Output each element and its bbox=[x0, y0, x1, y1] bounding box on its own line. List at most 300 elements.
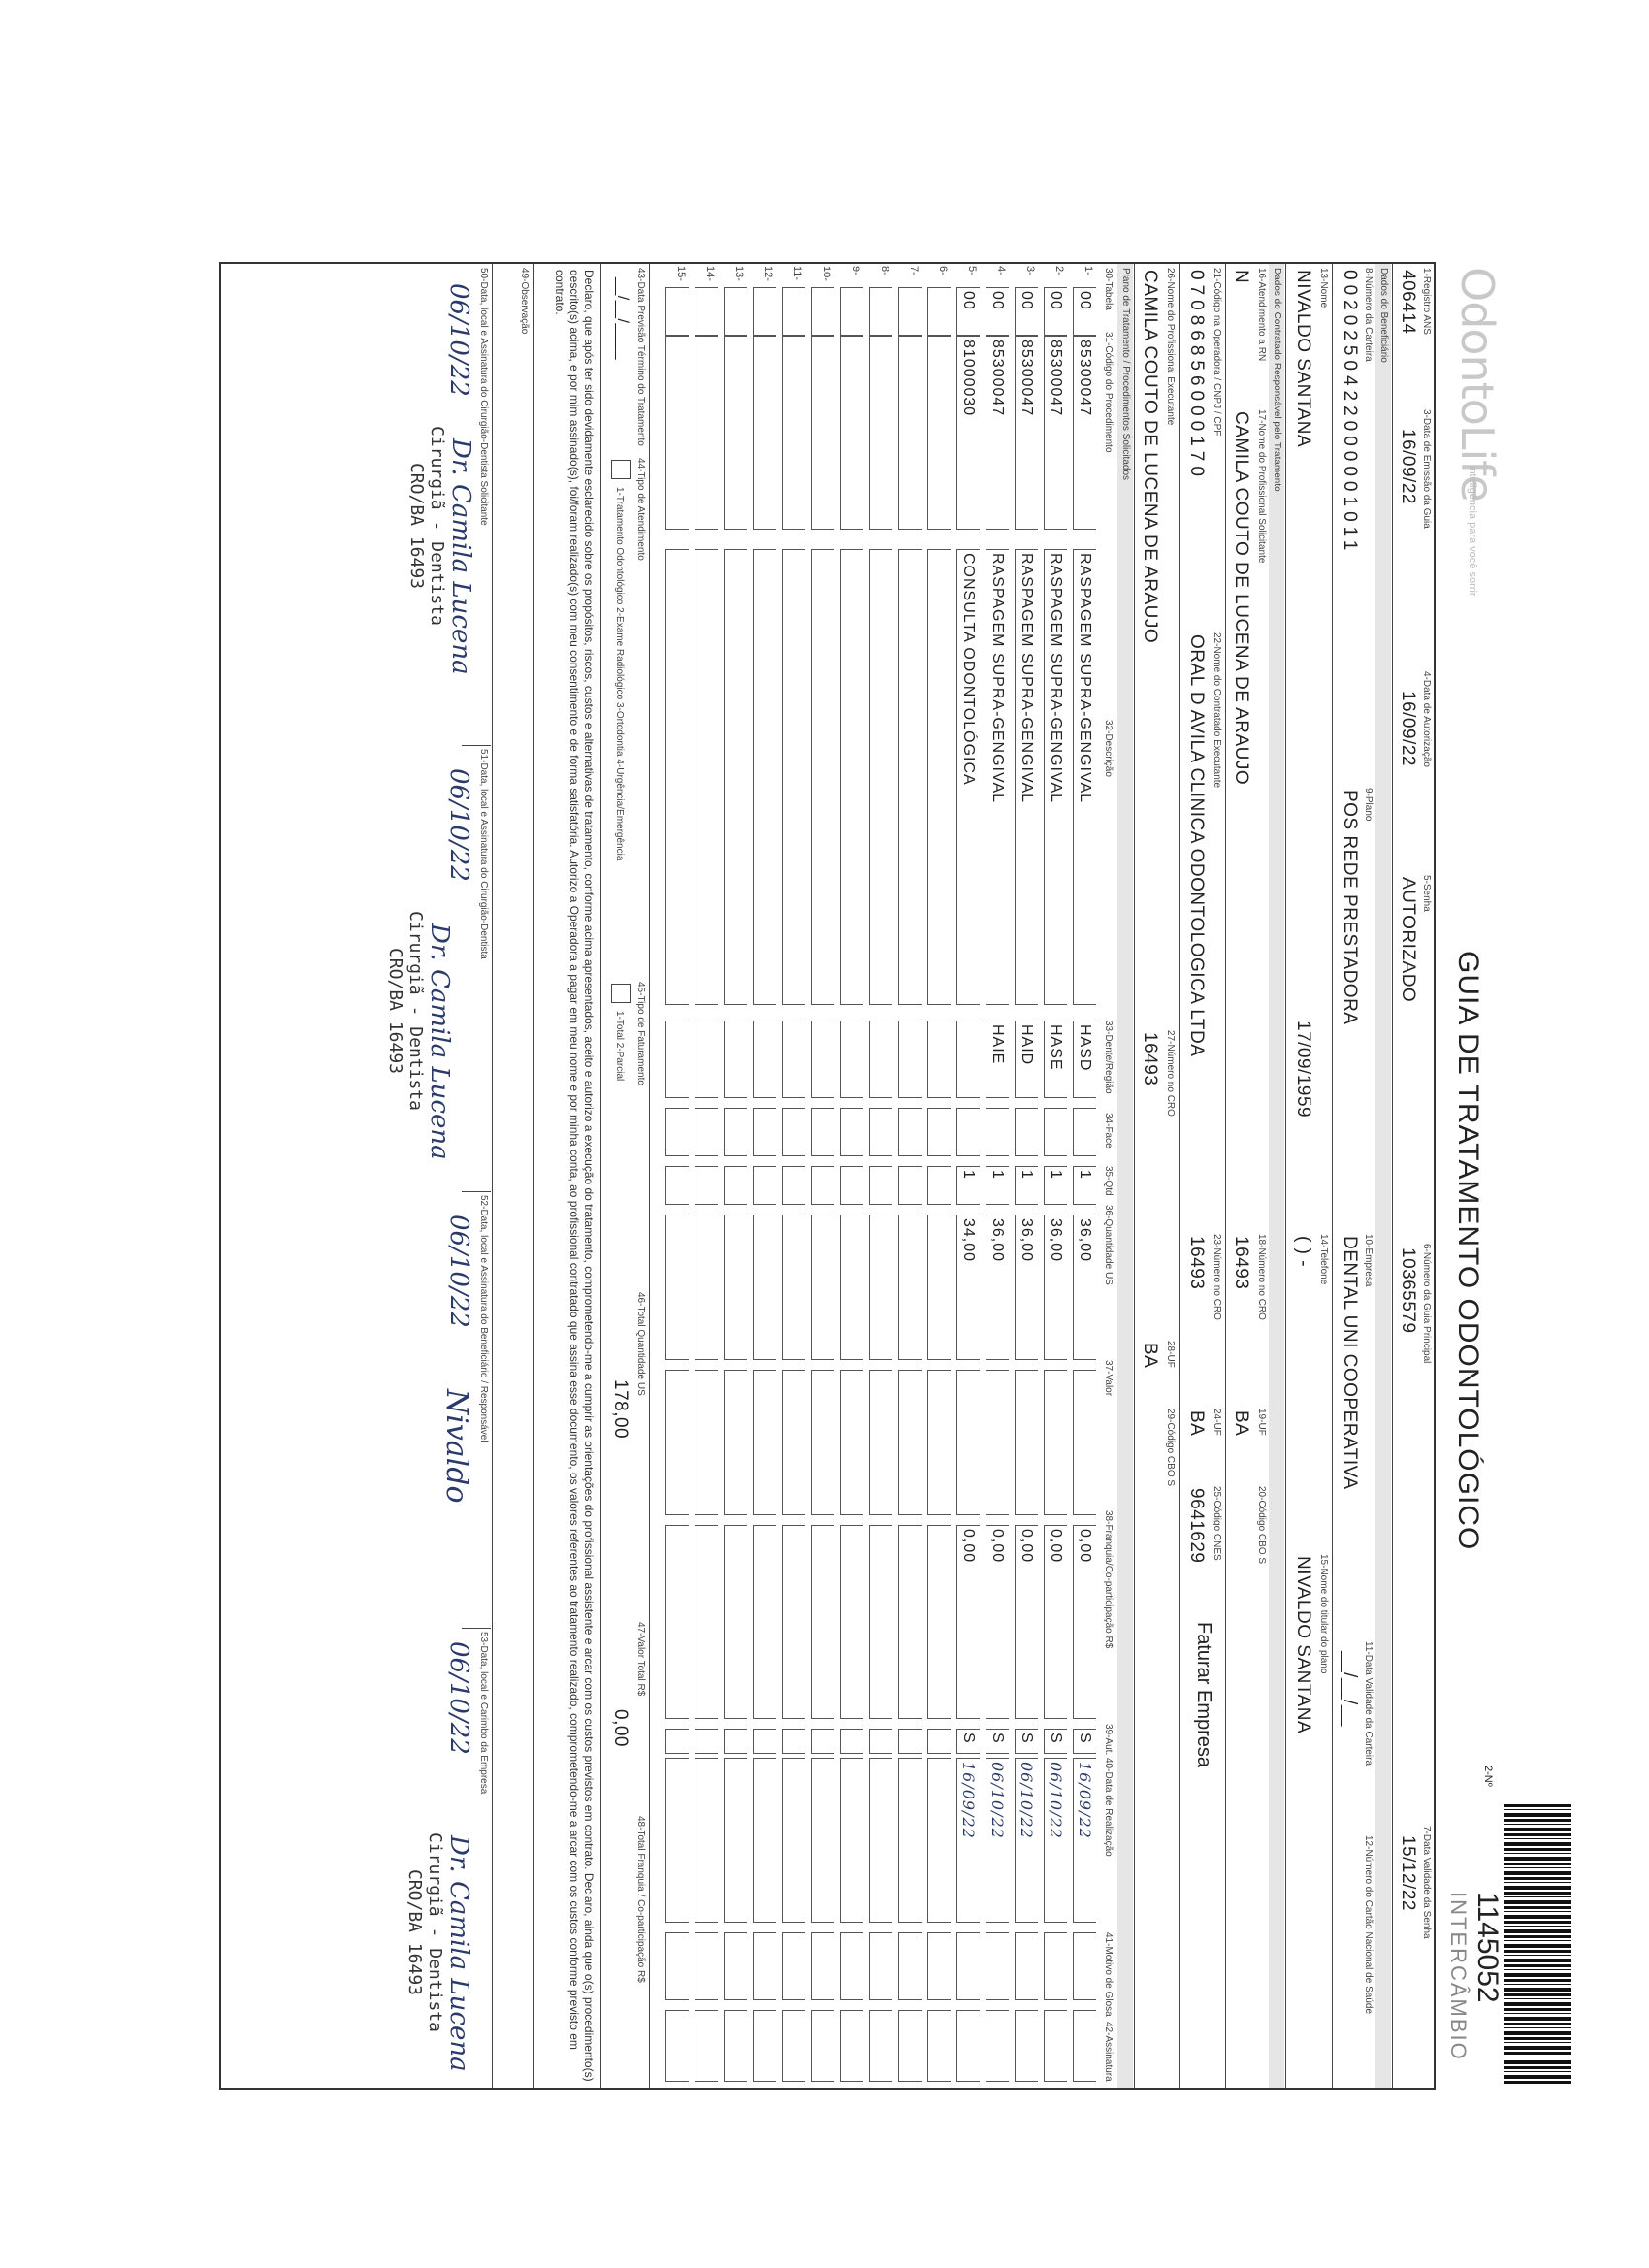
cell-tabela: 00 bbox=[956, 287, 980, 336]
sig52-date: 06/10/22 bbox=[444, 1215, 473, 1328]
col-codigo: 31-Código do Procedimento bbox=[1103, 332, 1114, 453]
cell-sign bbox=[695, 2010, 718, 2082]
table-row bbox=[984, 266, 1013, 2111]
col-descricao: 32-Descrição bbox=[1103, 720, 1114, 777]
cell-face bbox=[986, 1108, 1009, 1156]
row-number: 13- bbox=[733, 266, 745, 281]
table-row bbox=[780, 266, 809, 2111]
row-number: 12- bbox=[762, 266, 774, 281]
cell-tabela: 00 bbox=[1015, 287, 1038, 336]
cell-aut: S bbox=[1044, 1729, 1067, 1754]
cell-franquia bbox=[869, 1525, 892, 1719]
cell-face bbox=[1044, 1108, 1067, 1156]
cell-dente bbox=[724, 1021, 747, 1098]
cell-descricao: RASPAGEM SUPRA-GENGIVAL bbox=[1044, 549, 1067, 1005]
sig52-signature: Nivaldo bbox=[439, 1389, 473, 1504]
plano-label: 9-Plano bbox=[1363, 788, 1374, 822]
intercambio-label: INTERCÂMBIO bbox=[1446, 1892, 1471, 2061]
cell-dente: HAID bbox=[1015, 1021, 1038, 1098]
cell-data bbox=[811, 1758, 834, 1923]
cell-qtd bbox=[869, 1166, 892, 1205]
cnes: 9641629 bbox=[1186, 1488, 1207, 1564]
cell-glosa bbox=[927, 1932, 951, 2000]
cell-aut bbox=[724, 1729, 747, 1754]
cnes-label: 25-Código CNES bbox=[1212, 1486, 1222, 1561]
prof-exec: CAMILA COUTO DE LUCENA DE ARAUJO bbox=[1140, 270, 1160, 644]
cell-glosa bbox=[724, 1932, 747, 2000]
cell-face bbox=[869, 1108, 892, 1156]
cell-franquia bbox=[665, 1525, 689, 1719]
row-number: 2- bbox=[1053, 266, 1065, 275]
tipo-atend-options: 1-Tratamento Odontológico 2-Exame Radiológico 3-Ortodontia 4-Urgência/Emergência bbox=[614, 487, 625, 861]
cell-glosa bbox=[782, 1932, 805, 2000]
cell-descricao bbox=[665, 549, 689, 1005]
cell-tabela bbox=[927, 287, 951, 336]
table-row bbox=[954, 266, 984, 2111]
row-number: 10- bbox=[821, 266, 832, 281]
valor-total: 0,00 bbox=[610, 1709, 630, 1747]
cell-sign bbox=[665, 2010, 689, 2082]
cell-codigo bbox=[782, 336, 805, 530]
cell-tabela bbox=[665, 287, 689, 336]
uf-prof-label: 28-UF bbox=[1165, 1341, 1176, 1368]
total-us: 178,00 bbox=[610, 1379, 630, 1440]
cell-us bbox=[811, 1215, 834, 1360]
cell-aut bbox=[665, 1729, 689, 1754]
beneficiario-section: Dados do Beneficiário bbox=[1375, 264, 1391, 2088]
cell-descricao bbox=[782, 549, 805, 1005]
guia-principal-label: 6-Número da Guia Principal bbox=[1421, 1244, 1432, 1364]
cell-aut bbox=[695, 1729, 718, 1754]
col-aut: 39-Aut. bbox=[1103, 1724, 1114, 1756]
cell-data bbox=[927, 1758, 951, 1923]
table-row bbox=[1013, 266, 1042, 2111]
cell-valor bbox=[695, 1370, 718, 1515]
prof-exec-label: 26-Nome do Profissional Executante bbox=[1165, 268, 1176, 426]
cell-face bbox=[753, 1108, 776, 1156]
cell-sign bbox=[956, 2010, 980, 2082]
cell-franquia: 0,00 bbox=[986, 1525, 1009, 1719]
cell-dente bbox=[695, 1021, 718, 1098]
cell-dente bbox=[753, 1021, 776, 1098]
cell-franquia bbox=[782, 1525, 805, 1719]
table-row bbox=[663, 266, 693, 2111]
sig53-date: 06/10/22 bbox=[444, 1641, 473, 1755]
cell-face bbox=[811, 1108, 834, 1156]
data-emissao: 16/09/22 bbox=[1398, 429, 1418, 504]
row-number: 1- bbox=[1083, 266, 1094, 275]
prof-solicitante: CAMILA COUTO DE LUCENA DE ARAUJO bbox=[1231, 411, 1251, 786]
sig53-signature: Dr. Camila Lucena bbox=[444, 1835, 473, 2072]
uf-sol: BA bbox=[1231, 1410, 1251, 1437]
cell-face bbox=[1015, 1108, 1038, 1156]
cell-dente bbox=[927, 1021, 951, 1098]
cell-tabela bbox=[695, 287, 718, 336]
tipo-fat-label: 45-Tipo de Faturamento bbox=[635, 982, 646, 1085]
cell-descricao bbox=[898, 549, 922, 1005]
valor-total-label: 47-Valor Total R$ bbox=[635, 1622, 646, 1697]
codigo-operadora: 07086856000170 bbox=[1186, 270, 1207, 481]
total-franquia-label: 48-Total Franquia / Co-participação R$ bbox=[635, 1816, 646, 1983]
sig50-signature: Dr. Camila Lucena bbox=[446, 438, 475, 675]
cro-sol-label: 18-Número no CRO bbox=[1256, 1234, 1267, 1320]
cell-data bbox=[724, 1758, 747, 1923]
cell-valor bbox=[665, 1370, 689, 1515]
form-title: GUIA DE TRATAMENTO ODONTOLÓGICO bbox=[1452, 951, 1484, 1551]
cell-codigo: 81000030 bbox=[956, 336, 980, 530]
table-row bbox=[1042, 266, 1071, 2111]
cns-label: 12-Número do Cartão Nacional de Saúde bbox=[1363, 1835, 1374, 2014]
titular: NIVALDO SANTANA bbox=[1293, 1556, 1313, 1734]
registro-ans: 406414 bbox=[1398, 270, 1418, 335]
sig51-signature: Dr. Camila Lucena bbox=[425, 923, 454, 1160]
cell-data bbox=[695, 1758, 718, 1923]
stamp-50: Cirurgiã - Dentista CRO/BA 16493 bbox=[406, 426, 447, 626]
data-autorizacao: 16/09/22 bbox=[1398, 691, 1418, 766]
cell-glosa bbox=[753, 1932, 776, 2000]
uf-exec-label: 24-UF bbox=[1212, 1409, 1222, 1436]
tipo-fat-box[interactable] bbox=[611, 984, 630, 1003]
cell-tabela bbox=[724, 287, 747, 336]
cell-codigo: 85300047 bbox=[986, 336, 1009, 530]
cell-qtd: 1 bbox=[956, 1166, 980, 1205]
cell-sign bbox=[1044, 2010, 1067, 2082]
guide-number: 1145052 bbox=[1471, 1892, 1504, 2003]
cell-data bbox=[898, 1758, 922, 1923]
cell-qtd bbox=[782, 1166, 805, 1205]
termino-label: 43-Data Previsão Término do Tratamento bbox=[635, 268, 646, 446]
odontolife-logo: OdontoLife bbox=[1451, 267, 1504, 502]
data-nascimento: 17/09/1959 bbox=[1293, 1021, 1313, 1118]
sig53-label: 53-Data, local e Carimbo da Empresa bbox=[478, 1632, 489, 1795]
cell-descricao bbox=[695, 549, 718, 1005]
plano: POS REDE PRESTADORA bbox=[1340, 790, 1360, 1025]
cell-glosa bbox=[695, 1932, 718, 2000]
cell-descricao: RASPAGEM SUPRA-GENGIVAL bbox=[1015, 549, 1038, 1005]
total-us-label: 46-Total Quantidade US bbox=[635, 1292, 646, 1396]
cell-face bbox=[782, 1108, 805, 1156]
tipo-atend-label: 44-Tipo de Atendimento bbox=[635, 458, 646, 561]
cell-tabela bbox=[840, 287, 863, 336]
validade-carteira: __/__/__ bbox=[1340, 1651, 1360, 1727]
cell-valor bbox=[753, 1370, 776, 1515]
cell-valor bbox=[869, 1370, 892, 1515]
cell-dente: HAIE bbox=[986, 1021, 1009, 1098]
cell-qtd bbox=[898, 1166, 922, 1205]
table-row bbox=[925, 266, 954, 2111]
cell-face bbox=[724, 1108, 747, 1156]
telefone-label: 14-Telefone bbox=[1318, 1234, 1329, 1285]
cbo-sol-label: 20-Código CBO S bbox=[1256, 1486, 1267, 1565]
faturar-empresa: Faturar Empresa bbox=[1193, 1622, 1214, 1768]
cell-qtd bbox=[840, 1166, 863, 1205]
cell-qtd bbox=[811, 1166, 834, 1205]
cell-sign bbox=[986, 2010, 1009, 2082]
validade-senha-label: 7-Data Validade da Senha bbox=[1421, 1826, 1432, 1939]
empresa: DENTAL UNI COOPERATIVA bbox=[1340, 1236, 1360, 1490]
cell-face bbox=[665, 1108, 689, 1156]
table-row bbox=[722, 266, 751, 2111]
cell-tabela bbox=[869, 287, 892, 336]
cell-dente bbox=[898, 1021, 922, 1098]
cell-data bbox=[869, 1758, 892, 1923]
sig50-date: 06/10/22 bbox=[444, 283, 473, 397]
cell-face bbox=[956, 1108, 980, 1156]
cell-descricao: CONSULTA ODONTOLÓGICA bbox=[956, 549, 980, 1005]
cell-glosa bbox=[665, 1932, 689, 2000]
cell-data: 06/10/22 bbox=[986, 1758, 1009, 1923]
contratado-section: Dados do Contratado Responsável pelo Tratamento bbox=[1269, 264, 1284, 2088]
cell-us: 36,00 bbox=[1015, 1215, 1038, 1360]
cro-prof-label: 27-Número no CRO bbox=[1165, 1030, 1176, 1117]
table-row bbox=[693, 266, 722, 2111]
cell-tabela bbox=[898, 287, 922, 336]
cell-dente bbox=[869, 1021, 892, 1098]
cell-franquia bbox=[811, 1525, 834, 1719]
cell-franquia bbox=[695, 1525, 718, 1719]
col-tabela: 30-Tabela bbox=[1103, 268, 1114, 310]
data-autorizacao-label: 4-Data de Autorização bbox=[1421, 671, 1432, 767]
row-number: 15- bbox=[675, 266, 687, 281]
cell-sign bbox=[753, 2010, 776, 2082]
cell-dente: HASD bbox=[1073, 1021, 1096, 1098]
cell-codigo bbox=[869, 336, 892, 530]
validade-carteira-label: 11-Data Validade da Carteira bbox=[1363, 1641, 1374, 1766]
tipo-atend-box[interactable] bbox=[611, 460, 630, 479]
cell-aut bbox=[898, 1729, 922, 1754]
cell-glosa bbox=[869, 1932, 892, 2000]
sig52-label: 52-Data, local e Assinatura do Beneficiário / Responsável bbox=[478, 1195, 489, 1442]
contratado-label: 22-Nome do Contratado Executante bbox=[1212, 632, 1222, 789]
cell-sign bbox=[782, 2010, 805, 2082]
cell-descricao: RASPAGEM SUPRA-GENGIVAL bbox=[1073, 549, 1096, 1005]
sig51-label: 51-Data, local e Assinatura do Cirurgião-Dentista bbox=[478, 749, 489, 959]
row-number: 11- bbox=[792, 266, 803, 281]
cell-franquia: 0,00 bbox=[1044, 1525, 1067, 1719]
number-label: 2-Nº bbox=[1482, 1766, 1494, 1787]
col-data: 40-Data de Realização bbox=[1103, 1758, 1114, 1857]
cell-sign bbox=[1015, 2010, 1038, 2082]
cell-valor bbox=[956, 1370, 980, 1515]
cell-codigo bbox=[898, 336, 922, 530]
cell-us bbox=[898, 1215, 922, 1360]
contratado: ORAL D AVILA CLINICA ODONTOLOGICA LTDA bbox=[1186, 634, 1207, 1057]
tipo-fat-options: 1-Total 2-Parcial bbox=[614, 1011, 625, 1082]
cell-dente bbox=[782, 1021, 805, 1098]
telefone: ( ) - bbox=[1293, 1236, 1313, 1268]
row-number: 5- bbox=[966, 266, 978, 275]
carteira: 0020250422000001011 bbox=[1340, 270, 1360, 556]
cell-franquia: 0,00 bbox=[1015, 1525, 1038, 1719]
cell-us bbox=[665, 1215, 689, 1360]
cell-aut bbox=[753, 1729, 776, 1754]
cell-aut bbox=[869, 1729, 892, 1754]
table-row bbox=[867, 266, 896, 2111]
col-valor: 37-Valor bbox=[1103, 1360, 1114, 1397]
cro-exec: 16493 bbox=[1186, 1236, 1207, 1290]
senha-label: 5-Senha bbox=[1421, 875, 1432, 912]
cell-valor bbox=[724, 1370, 747, 1515]
cell-data bbox=[782, 1758, 805, 1923]
cell-codigo bbox=[811, 336, 834, 530]
cell-valor bbox=[986, 1370, 1009, 1515]
col-glosa: 41-Motivo de Glosa bbox=[1103, 1932, 1114, 2017]
row-number: 7- bbox=[908, 266, 920, 275]
cell-glosa bbox=[986, 1932, 1009, 2000]
sig51-date: 06/10/22 bbox=[444, 768, 473, 882]
empresa-label: 10-Empresa bbox=[1363, 1234, 1374, 1287]
cell-codigo: 85300047 bbox=[1044, 336, 1067, 530]
cell-codigo bbox=[927, 336, 951, 530]
codigo-operadora-label: 21-Código na Operadora / CNPJ / CPF bbox=[1212, 268, 1222, 437]
cell-glosa bbox=[898, 1932, 922, 2000]
cell-face bbox=[695, 1108, 718, 1156]
cell-codigo: 85300047 bbox=[1073, 336, 1096, 530]
cell-aut: S bbox=[1073, 1729, 1096, 1754]
cell-dente bbox=[665, 1021, 689, 1098]
cell-us bbox=[695, 1215, 718, 1360]
cell-valor bbox=[1073, 1370, 1096, 1515]
nome-label: 13-Nome bbox=[1318, 268, 1329, 308]
data-emissao-label: 3-Data de Emissão da Guia bbox=[1421, 409, 1432, 529]
cell-us: 36,00 bbox=[986, 1215, 1009, 1360]
cell-face bbox=[927, 1108, 951, 1156]
cell-face bbox=[840, 1108, 863, 1156]
cell-franquia bbox=[753, 1525, 776, 1719]
row-number: 9- bbox=[850, 266, 861, 275]
cell-franquia: 0,00 bbox=[1073, 1525, 1096, 1719]
termino: __/__/____ bbox=[614, 277, 630, 361]
cbo-prof-label: 29-Código CBO S bbox=[1165, 1409, 1176, 1487]
uf-exec: BA bbox=[1186, 1410, 1207, 1437]
cell-tabela: 00 bbox=[986, 287, 1009, 336]
cell-valor bbox=[898, 1370, 922, 1515]
col-qtd: 35-Qtd bbox=[1103, 1166, 1114, 1196]
uf-prof: BA bbox=[1140, 1343, 1160, 1369]
plano-tratamento-section: Plano de Tratamento / Procedimentos Solicitados bbox=[1117, 264, 1133, 2088]
cell-us bbox=[840, 1215, 863, 1360]
cell-descricao bbox=[811, 549, 834, 1005]
guia-principal: 10365579 bbox=[1398, 1247, 1418, 1334]
observacao-label: 49-Observação bbox=[519, 268, 530, 335]
cell-franquia bbox=[724, 1525, 747, 1719]
titular-label: 15-Nome do titular do plano bbox=[1318, 1554, 1329, 1674]
col-us: 36-Quantidade US bbox=[1103, 1205, 1114, 1285]
cell-descricao bbox=[724, 549, 747, 1005]
table-row bbox=[838, 266, 867, 2111]
cell-sign bbox=[1073, 2010, 1096, 2082]
cell-franquia bbox=[840, 1525, 863, 1719]
procedures-table bbox=[654, 266, 1100, 2088]
atend-rn-label: 16-Atendimento a RN bbox=[1256, 268, 1267, 362]
carteira-label: 8-Número da Carteira bbox=[1363, 268, 1374, 362]
cell-us bbox=[753, 1215, 776, 1360]
cell-glosa bbox=[811, 1932, 834, 2000]
cell-us: 36,00 bbox=[1073, 1215, 1096, 1360]
validade-senha: 15/12/22 bbox=[1398, 1835, 1418, 1911]
cell-sign bbox=[898, 2010, 922, 2082]
cell-data: 16/09/22 bbox=[1073, 1758, 1096, 1923]
cell-face bbox=[898, 1108, 922, 1156]
cell-data bbox=[840, 1758, 863, 1923]
cell-codigo bbox=[840, 336, 863, 530]
cell-aut bbox=[927, 1729, 951, 1754]
cell-qtd: 1 bbox=[986, 1166, 1009, 1205]
cell-descricao bbox=[869, 549, 892, 1005]
cell-tabela: 00 bbox=[1073, 287, 1096, 336]
cell-dente bbox=[956, 1021, 980, 1098]
col-dente: 33-Dente/Região bbox=[1103, 1021, 1114, 1094]
cell-qtd: 1 bbox=[1073, 1166, 1096, 1205]
cell-glosa bbox=[1044, 1932, 1067, 2000]
cell-qtd bbox=[753, 1166, 776, 1205]
stamp-51: Cirurgiã - Dentista CRO/BA 16493 bbox=[385, 911, 426, 1111]
cell-qtd bbox=[695, 1166, 718, 1205]
cell-us bbox=[927, 1215, 951, 1360]
cell-data: 06/10/22 bbox=[1015, 1758, 1038, 1923]
cell-aut bbox=[840, 1729, 863, 1754]
cro-exec-label: 23-Número no CRO bbox=[1212, 1234, 1222, 1320]
cell-glosa bbox=[1073, 1932, 1096, 2000]
col-face: 34-Face bbox=[1103, 1113, 1114, 1149]
cell-us: 34,00 bbox=[956, 1215, 980, 1360]
cell-valor bbox=[811, 1370, 834, 1515]
table-row bbox=[1071, 266, 1100, 2111]
cell-codigo bbox=[724, 336, 747, 530]
cell-sign bbox=[724, 2010, 747, 2082]
col-franquia: 38-Franquia/Co-participação R$ bbox=[1103, 1510, 1114, 1649]
cell-aut bbox=[782, 1729, 805, 1754]
cell-dente: HASE bbox=[1044, 1021, 1067, 1098]
cell-codigo bbox=[695, 336, 718, 530]
cell-qtd bbox=[927, 1166, 951, 1205]
cell-valor bbox=[1015, 1370, 1038, 1515]
cell-data bbox=[753, 1758, 776, 1923]
cell-franquia bbox=[927, 1525, 951, 1719]
cell-descricao: RASPAGEM SUPRA-GENGIVAL bbox=[986, 549, 1009, 1005]
cell-valor bbox=[927, 1370, 951, 1515]
registro-ans-label: 1-Registro ANS bbox=[1421, 268, 1432, 335]
barcode bbox=[1504, 1804, 1571, 2086]
cell-dente bbox=[811, 1021, 834, 1098]
cell-descricao bbox=[753, 549, 776, 1005]
cell-qtd: 1 bbox=[1015, 1166, 1038, 1205]
cell-qtd: 1 bbox=[1044, 1166, 1067, 1205]
cell-aut: S bbox=[986, 1729, 1009, 1754]
cell-sign bbox=[927, 2010, 951, 2082]
cell-sign bbox=[840, 2010, 863, 2082]
row-number: 8- bbox=[879, 266, 890, 275]
cell-us: 36,00 bbox=[1044, 1215, 1067, 1360]
cell-dente bbox=[840, 1021, 863, 1098]
row-number: 3- bbox=[1024, 266, 1036, 275]
table-row bbox=[896, 266, 925, 2111]
uf-sol-label: 19-UF bbox=[1256, 1409, 1267, 1436]
col-assinatura: 42-Assinatura bbox=[1103, 2022, 1114, 2082]
cell-valor bbox=[782, 1370, 805, 1515]
form-frame bbox=[219, 262, 1436, 2090]
cro-prof: 16493 bbox=[1140, 1032, 1160, 1086]
cell-franquia bbox=[898, 1525, 922, 1719]
cell-descricao bbox=[927, 549, 951, 1005]
row-number: 4- bbox=[995, 266, 1007, 275]
stamp-53: Cirurgiã - Dentista CRO/BA 16493 bbox=[404, 1832, 445, 2032]
row-number: 14- bbox=[704, 266, 716, 281]
cell-valor bbox=[1044, 1370, 1067, 1515]
cell-sign bbox=[811, 2010, 834, 2082]
atend-rn: N bbox=[1231, 270, 1251, 284]
sig50-label: 50-Data, local e Assinatura do Cirurgião-Dentista Solicitante bbox=[478, 268, 489, 526]
